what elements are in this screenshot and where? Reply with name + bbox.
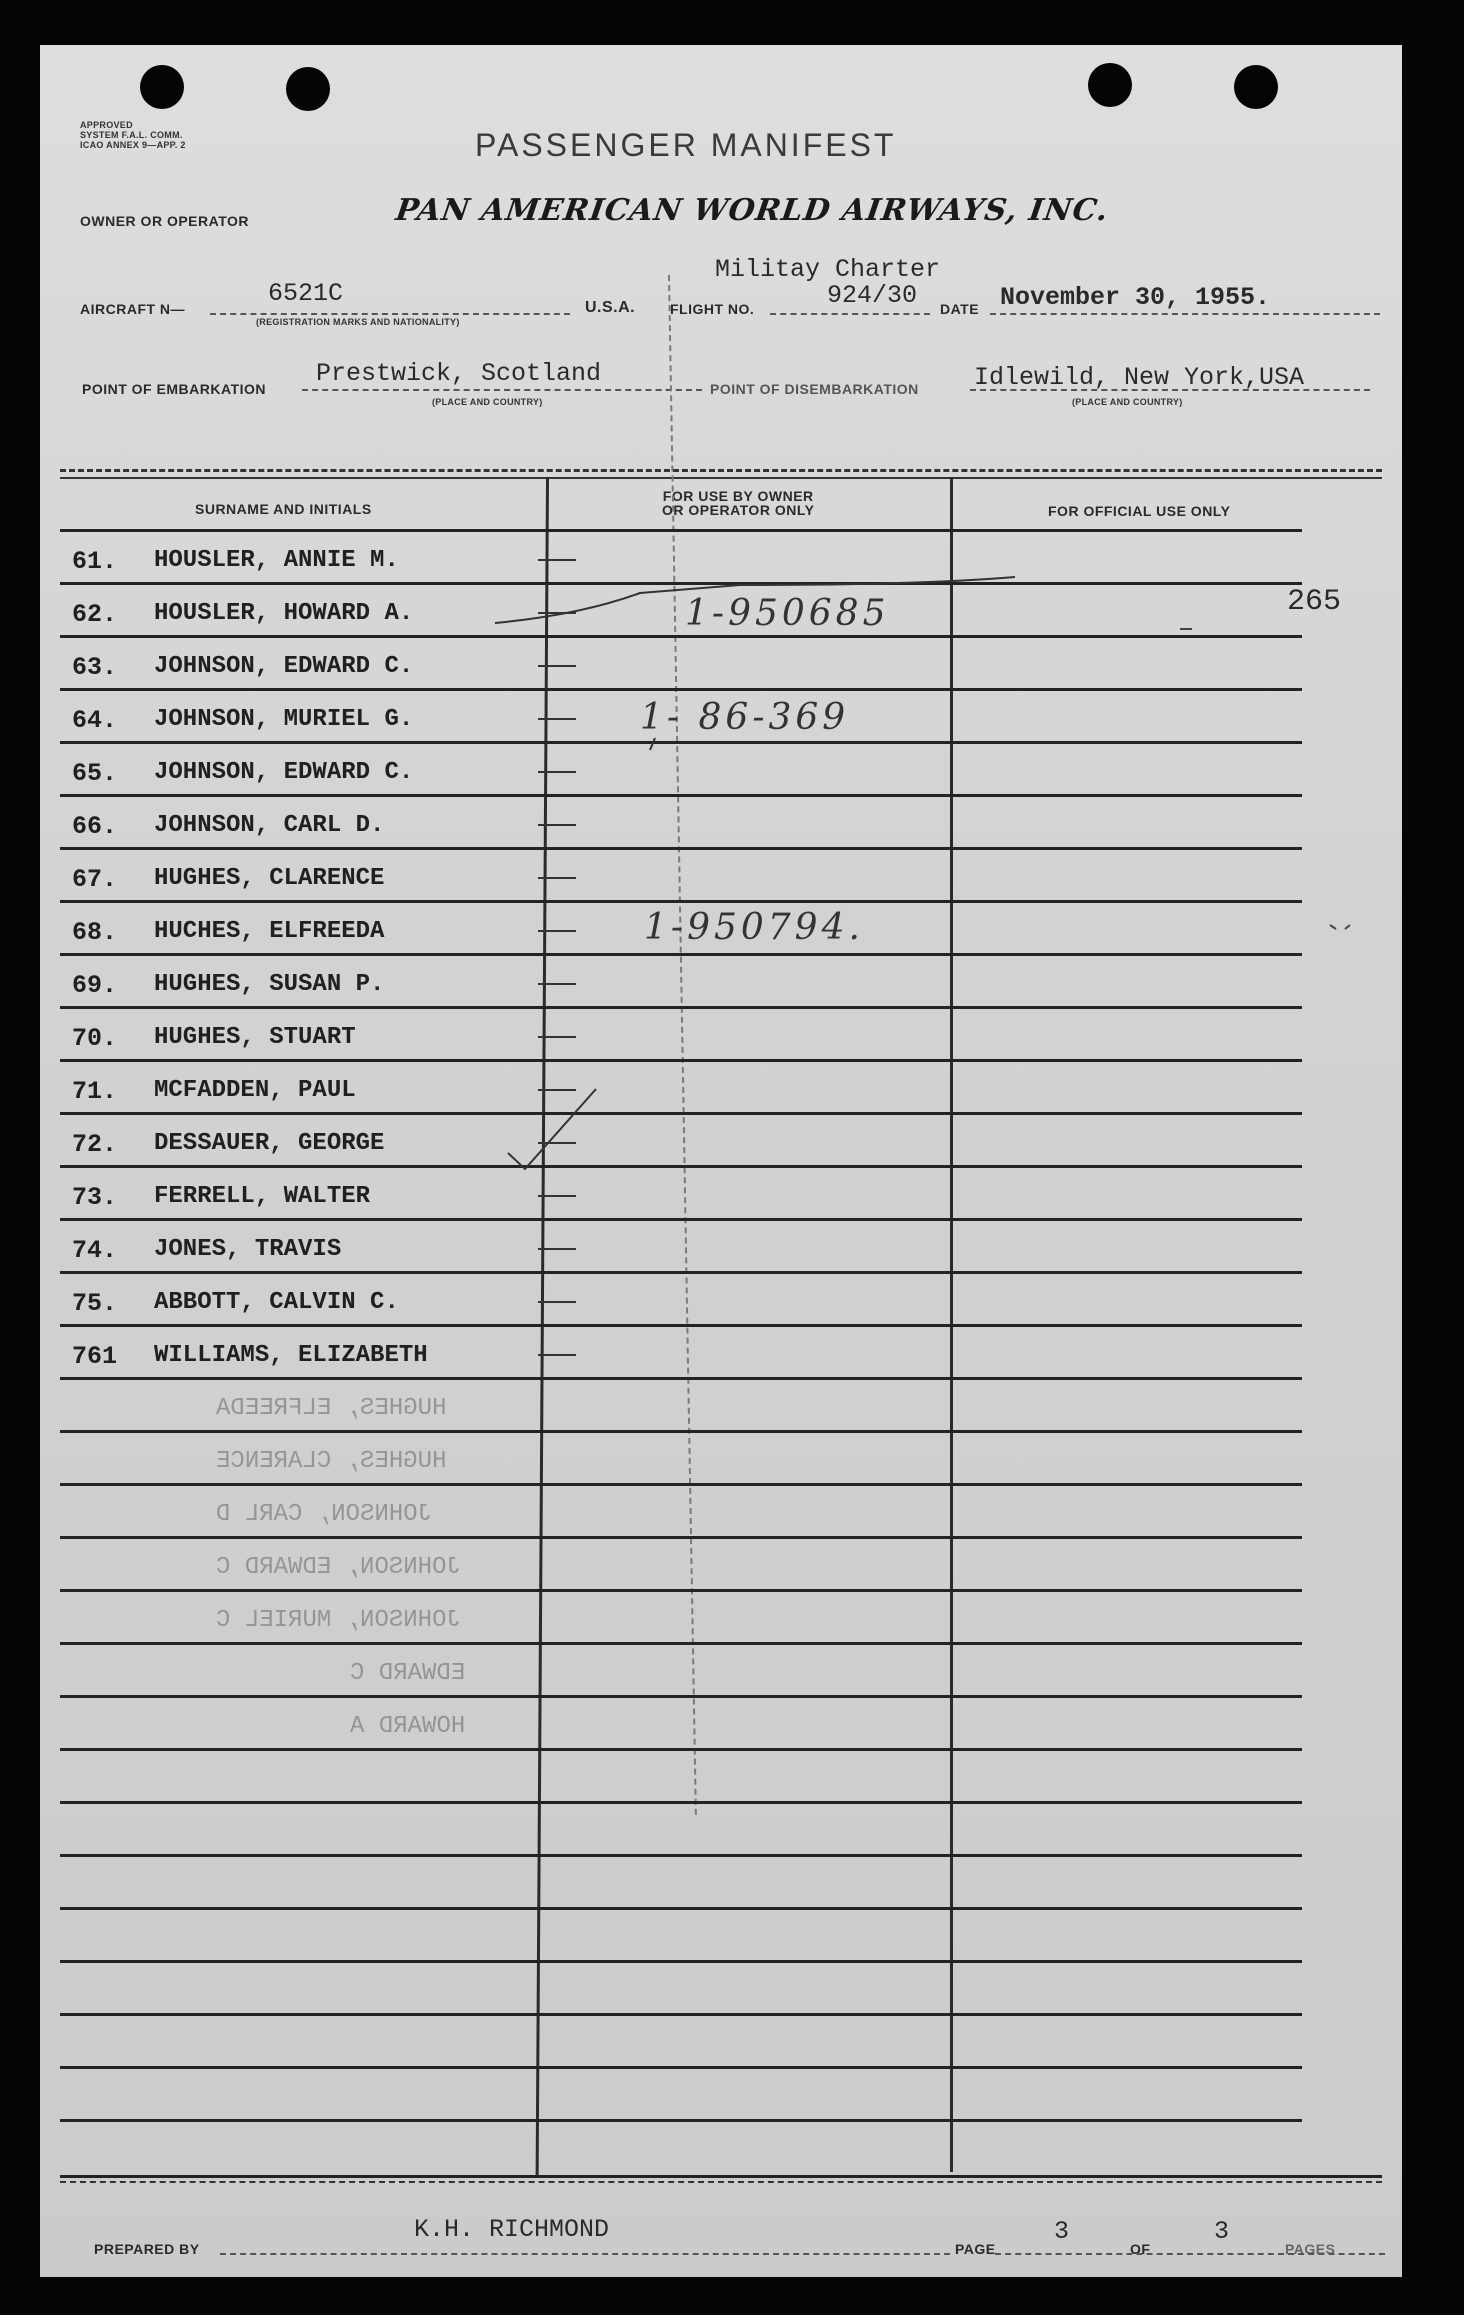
prepared-label: PREPARED BY (94, 2241, 200, 2257)
row-number: 65. (72, 759, 118, 788)
handwritten-ticket: 1- 86-369 (640, 697, 850, 738)
row-number: 72. (72, 1130, 118, 1159)
usa-label: U.S.A. (585, 299, 636, 316)
passenger-name: HOUSLER, HOWARD A. (154, 600, 414, 627)
flight-label: FLIGHT NO. (670, 301, 755, 317)
disembark-label: POINT OF DISEMBARKATION (710, 381, 919, 397)
ghost-text: EDWARD C (350, 1660, 466, 1687)
passenger-name: JOHNSON, EDWARD C. (154, 759, 414, 786)
row-number: 63. (72, 653, 118, 682)
passenger-name: FERRELL, WALTER (154, 1183, 371, 1210)
row-number: 761 (72, 1342, 118, 1371)
row-number: 75. (72, 1289, 118, 1318)
passenger-name: JOHNSON, CARL D. (154, 812, 385, 839)
check-marks (40, 45, 1402, 2277)
approval-line: SYSTEM F.A.L. COMM. (80, 130, 183, 140)
prepared-value: K.H. RICHMOND (414, 2215, 610, 2244)
row-number: 74. (72, 1236, 118, 1265)
of-value: 3 (1214, 2217, 1230, 2246)
passenger-name: JOHNSON, EDWARD C. (154, 653, 414, 680)
passenger-name: JONES, TRAVIS (154, 1236, 342, 1263)
ghost-text: HUGHES, ELFREEDA (216, 1395, 447, 1422)
col-surname: SURNAME AND INITIALS (195, 501, 372, 517)
owner-value: PAN AMERICAN WORLD AIRWAYS, INC. (393, 193, 1111, 228)
passenger-name: HUCHES, ELFREEDA (154, 918, 385, 945)
col-owner-use-line1: FOR USE BY OWNER (662, 488, 814, 504)
place-caption: (PLACE AND COUNTRY) (432, 397, 543, 407)
aircraft-label: AIRCRAFT N— (80, 301, 186, 317)
page-value: 3 (1054, 2217, 1070, 2246)
row-number: 70. (72, 1024, 118, 1053)
passenger-name: ABBOTT, CALVIN C. (154, 1289, 399, 1316)
col-official: FOR OFFICIAL USE ONLY (1048, 503, 1231, 519)
table-bottom-rule (60, 2175, 1382, 2178)
approval-line: APPROVED (80, 120, 133, 130)
official-value: 265 (1287, 585, 1342, 619)
table-bottom-rule (60, 2181, 1382, 2183)
flight-note: Militay Charter (715, 255, 941, 284)
ghost-text: JOHNSON, CARL D (216, 1501, 433, 1528)
passenger-name: HOUSLER, ANNIE M. (154, 547, 399, 574)
place-caption: (PLACE AND COUNTRY) (1072, 397, 1183, 407)
prepared-underline (220, 2253, 950, 2255)
row-number: 68. (72, 918, 118, 947)
page-underline (995, 2253, 1385, 2255)
passenger-name: HUGHES, STUART (154, 1024, 356, 1051)
row-number: 64. (72, 706, 118, 735)
flight-value: 924/30 (827, 281, 918, 310)
row-number: 66. (72, 812, 118, 841)
ghost-text: JOHNSON, MURIEL C (216, 1607, 461, 1634)
aircraft-value: 6521C (268, 279, 344, 308)
handwritten-ticket: 1-950685 (685, 593, 890, 634)
row-number: 67. (72, 865, 118, 894)
form-title: PASSENGER MANIFEST (475, 127, 897, 163)
ghost-text: HUGHES, CLARENCE (216, 1448, 447, 1475)
page-label: PAGE (955, 2241, 996, 2257)
of-label: OF (1130, 2241, 1151, 2257)
approval-line: ICAO ANNEX 9—APP. 2 (80, 140, 186, 150)
handwritten-ticket: 1-950794. (644, 907, 864, 948)
disembark-value: Idlewild, New York,USA (974, 363, 1305, 392)
col-owner-use-line2: OR OPERATOR ONLY (662, 502, 815, 518)
date-label: DATE (940, 301, 980, 317)
passenger-name: DESSAUER, GEORGE (154, 1130, 385, 1157)
row-number: 69. (72, 971, 118, 1000)
owner-label: OWNER OR OPERATOR (80, 213, 249, 229)
passenger-name: WILLIAMS, ELIZABETH (154, 1342, 428, 1369)
pages-label: PAGES (1285, 2241, 1336, 2257)
ghost-text: HOWARD A (350, 1713, 466, 1740)
passenger-name: HUGHES, SUSAN P. (154, 971, 385, 998)
passenger-name: MCFADDEN, PAUL (154, 1077, 356, 1104)
row-number: 62. (72, 600, 118, 629)
ghost-text: JOHNSON, EDWARD C (216, 1554, 461, 1581)
row-number: 61. (72, 547, 118, 576)
passenger-name: JOHNSON, MURIEL G. (154, 706, 414, 733)
embark-label: POINT OF EMBARKATION (82, 381, 266, 397)
manifest-page (40, 45, 1402, 2277)
row-number: 73. (72, 1183, 118, 1212)
date-value: November 30, 1955. (1000, 283, 1271, 312)
registration-caption: (REGISTRATION MARKS AND NATIONALITY) (256, 317, 460, 327)
passenger-name: HUGHES, CLARENCE (154, 865, 385, 892)
row-number: 71. (72, 1077, 118, 1106)
embark-value: Prestwick, Scotland (316, 359, 602, 388)
